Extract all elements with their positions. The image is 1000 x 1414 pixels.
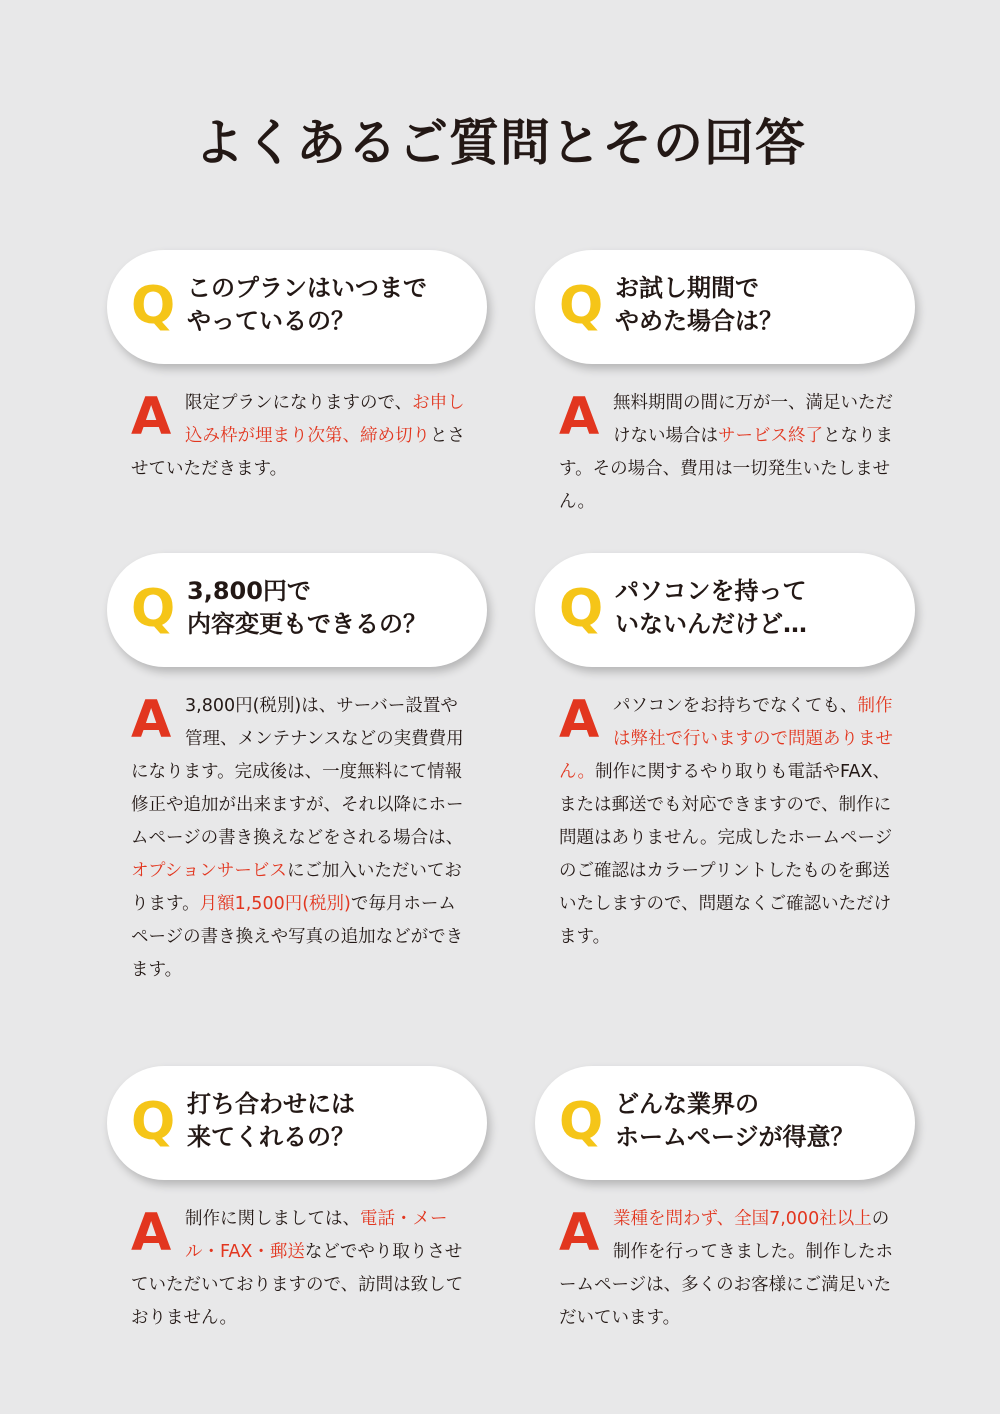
answer-block bbox=[131, 387, 467, 486]
question-line: どんな業界の bbox=[615, 1090, 759, 1118]
answer-text bbox=[559, 1203, 895, 1335]
question-bubble bbox=[535, 1066, 915, 1180]
question-bubble bbox=[535, 250, 915, 364]
answer-highlight: 月額1,500円(税別) bbox=[199, 894, 351, 914]
a-mark-icon: A bbox=[559, 387, 600, 447]
answer-text bbox=[131, 387, 467, 486]
answer-text bbox=[559, 690, 895, 954]
answer-text bbox=[559, 387, 895, 519]
answer-block bbox=[559, 690, 895, 954]
question-line: いないんだけど… bbox=[615, 610, 807, 638]
question-line: ホームページが得意？ bbox=[615, 1123, 855, 1151]
answer-highlight: 制作は弊社で行いますので問題ありません。 bbox=[559, 696, 893, 782]
answer-highlight: 電話・メール・FAX・郵送 bbox=[185, 1209, 448, 1262]
q-mark-icon: Q bbox=[559, 1092, 604, 1152]
question-line: やめた場合は？ bbox=[615, 307, 783, 335]
question-text bbox=[615, 575, 905, 641]
question-text bbox=[187, 575, 477, 641]
question-text bbox=[187, 272, 477, 338]
question-line: このプランはいつまで bbox=[187, 274, 427, 302]
page-title: よくあるご質問とその回答 bbox=[194, 114, 806, 172]
answer-segment: 無料期間の間に万が一、満足いただけない場合は bbox=[613, 393, 893, 446]
a-mark-icon: A bbox=[559, 1203, 600, 1263]
answer-segment: パソコンをお持ちでなくても、 bbox=[613, 696, 858, 716]
answer-text bbox=[131, 690, 467, 987]
q-mark-icon: Q bbox=[131, 276, 176, 336]
question-line: 打ち合わせには bbox=[187, 1090, 355, 1118]
answer-segment: にご加入いただいております。 bbox=[131, 861, 462, 914]
q-mark-icon: Q bbox=[131, 1092, 176, 1152]
answer-block bbox=[559, 387, 895, 519]
answer-highlight: お申し込み枠が埋まり次第、締め切り bbox=[185, 393, 465, 446]
answer-block bbox=[131, 1203, 467, 1335]
a-mark-icon: A bbox=[131, 690, 172, 750]
question-line: 内容変更もできるの？ bbox=[187, 610, 427, 638]
answer-segment: とさせていただきます。 bbox=[131, 426, 465, 479]
answer-segment: の制作を行ってきました。制作したホームページは、多くのお客様にご満足いただいています。 bbox=[559, 1209, 893, 1328]
answer-highlight: サービス終了 bbox=[718, 426, 823, 446]
a-mark-icon: A bbox=[131, 1203, 172, 1263]
question-line: 3,800円で bbox=[187, 577, 311, 605]
question-bubble bbox=[107, 553, 487, 667]
answer-segment: 3,800円(税別)は、サーバー設置や管理、メンテナンスなどの実費費用になります。完成後は、一度無料にて情報修正や追加が出来ますが、それ以降にホームページの書き換えなどをされる場合は、 bbox=[131, 696, 464, 848]
question-text bbox=[615, 272, 905, 338]
question-text bbox=[615, 1088, 905, 1154]
question-line: やっているの？ bbox=[187, 307, 355, 335]
answer-segment: 制作に関しましては、 bbox=[185, 1209, 360, 1229]
question-bubble bbox=[535, 553, 915, 667]
question-line: 来てくれるの？ bbox=[187, 1123, 355, 1151]
question-line: お試し期間で bbox=[615, 274, 759, 302]
answer-segment: で毎月ホームページの書き換えや写真の追加などができます。 bbox=[131, 894, 464, 980]
question-line: パソコンを持って bbox=[615, 577, 807, 605]
q-mark-icon: Q bbox=[559, 276, 604, 336]
answer-highlight: オプションサービス bbox=[131, 861, 287, 881]
answer-segment: 限定プランになりますので、 bbox=[185, 393, 413, 413]
a-mark-icon: A bbox=[559, 690, 600, 750]
question-bubble bbox=[107, 250, 487, 364]
q-mark-icon: Q bbox=[559, 579, 604, 639]
q-mark-icon: Q bbox=[131, 579, 176, 639]
answer-segment: 制作に関するやり取りも電話やFAX、または郵送でも対応できますので、制作に問題はありません。完成したホームページのご確認はカラープリントしたものを郵送いたしますので、問題なくご確認いただけます。 bbox=[559, 762, 893, 947]
answer-text bbox=[131, 1203, 467, 1335]
question-text bbox=[187, 1088, 477, 1154]
answer-block bbox=[559, 1203, 895, 1335]
a-mark-icon: A bbox=[131, 387, 172, 447]
answer-block bbox=[131, 690, 467, 987]
answer-highlight: 業種を問わず、全国7,000社以上 bbox=[613, 1209, 872, 1229]
answer-segment: などでやり取りさせていただいておりますので、訪問は致しておりません。 bbox=[131, 1242, 464, 1328]
answer-segment: となります。その場合、費用は一切発生いたしません。 bbox=[559, 426, 893, 512]
question-bubble bbox=[107, 1066, 487, 1180]
